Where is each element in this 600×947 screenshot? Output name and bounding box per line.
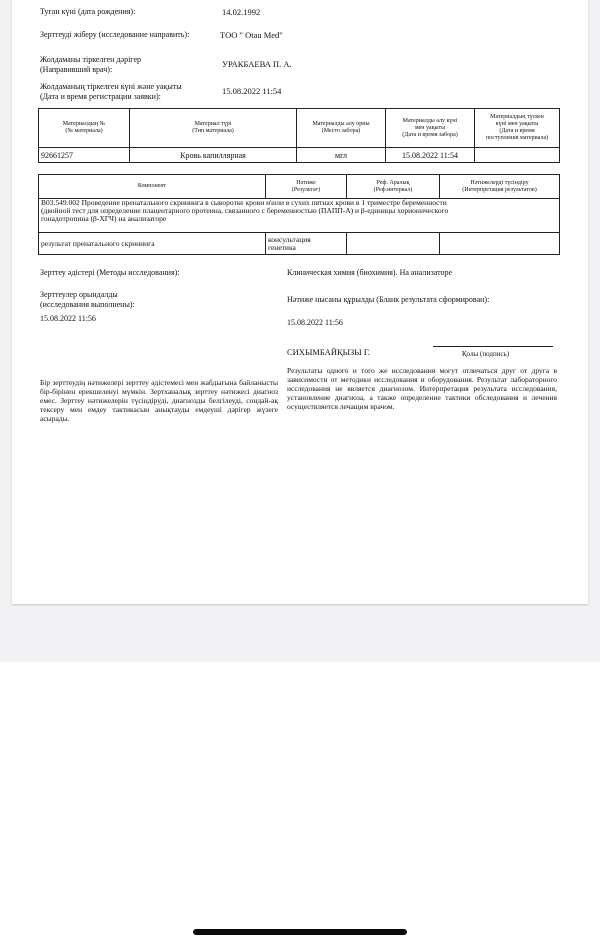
results-header-result: Нәтиже (Результат) xyxy=(266,175,347,199)
methods-label: Зерттеу әдістері (Методы исследования): xyxy=(40,268,180,277)
registration-label-ru: (Дата и время регистрации заявки): xyxy=(40,92,161,101)
performed-label-ru: (исследования выполнены): xyxy=(40,300,135,309)
disclaimer-ru: Результаты одного и того же исследования могут отличаться друг от друга в зависимости от методики исследования и оборудования. Результат лабораторного исследования не является диагнозом. Интерпретация результата исследования, установление диагноза, а также определение тактики обследования и лечения осуществляется лечащим врачом. xyxy=(287,366,557,411)
signature-line xyxy=(433,346,553,347)
result-reference xyxy=(347,233,440,255)
sender-label: Зерттеуді жіберу (исследование направить): xyxy=(40,30,190,39)
methods-value: Клиническая химия (биохимия). На анализаторе xyxy=(287,268,453,277)
material-header-number: Материалдың № (№ материала) xyxy=(39,109,130,148)
material-place: мгл xyxy=(297,148,386,163)
results-table-header xyxy=(39,175,560,199)
result-value: консультация генетика xyxy=(266,233,347,255)
viewer-background xyxy=(0,662,600,947)
results-header-reference: Реф. Аралық (Реф.интервал) xyxy=(347,175,440,199)
material-header-received: Материалдың түскен күні мен уақыты (Дата и время поступления материала) xyxy=(475,109,560,148)
signature-name: СИХЫМБАЙҚЫЗЫ Г. xyxy=(287,347,370,357)
disclaimer-kz: Бір зерттеудің нәтижелері зерттеу әдістемесі мен жабдығына байланысты бір-бірінен ерекшеленуі мүмкін. Зертханалық зерттеу нәтижесі диагноз емес. Зерттеу нәтижелерін түсіндіруді, диагнозды белгілеуді, сондай-ақ тексеру мен емдеу тактикасын анықтауды емдеуші дәрігер жүзеге асырады. xyxy=(40,378,278,423)
blank-date: 15.08.2022 11:56 xyxy=(287,318,343,327)
sender-value: ТОО " Otau Med" xyxy=(220,30,283,40)
performed-label: Зерттеулер орындалды xyxy=(40,290,118,299)
material-type: Кровь капиллярная xyxy=(130,148,297,163)
material-header-place: Материалды алу орны (Место забора) xyxy=(297,109,386,148)
material-collected: 15.08.2022 11:54 xyxy=(386,148,475,163)
result-label: результат пренатального скрининга xyxy=(39,233,266,255)
material-header-collected: Материалды алу күні мен уақыты (Дата и время забора) xyxy=(386,109,475,148)
result-row xyxy=(39,233,560,255)
test-row xyxy=(39,199,560,233)
doctor-label: Жолдаманы тіркелген дәрігер xyxy=(40,55,142,64)
material-table-header xyxy=(39,109,560,148)
results-table xyxy=(38,174,560,255)
material-received xyxy=(475,148,560,163)
results-header-interpretation: Нәтижелерді түсіндіру (Интерпретация результатов) xyxy=(440,175,560,199)
material-number: 92661257 xyxy=(39,148,130,163)
result-interpretation xyxy=(440,233,560,255)
registration-label: Жолдаманың тіркелген күні және уақыты xyxy=(40,82,182,91)
doctor-label-ru: (Направивший врач): xyxy=(40,65,113,74)
material-table xyxy=(38,108,560,163)
results-header-component: Компонент xyxy=(39,175,266,199)
dob-label: Туған күні (дата рождения): xyxy=(40,7,136,16)
registration-value: 15.08.2022 11:54 xyxy=(222,86,282,96)
performed-date: 15.08.2022 11:56 xyxy=(40,314,96,323)
material-table-row xyxy=(39,148,560,163)
signature-caption: Қолы (подпись) xyxy=(462,350,510,358)
dob-value: 14.02.1992 xyxy=(222,7,261,17)
doctor-value: УРАКБАЕВА П. А. xyxy=(222,59,292,69)
test-description: B03.549.002 Проведение пренатального скрининга в сыворотке крови и\или в сухих пятнах крови в 1 триместре беременности (двойной тест для определение плацентарного протеина, связанного с беременностью (ПАПП-А) и β-единицы хорионического гонадотропина (β-ХГЧ) на анализаторе xyxy=(39,199,560,233)
home-indicator[interactable] xyxy=(193,929,407,935)
blank-label: Нәтиже нысаны құрылды (Бланк результата сформирован): xyxy=(287,295,490,304)
material-header-type: Материал түрі (Тип материала) xyxy=(130,109,297,148)
